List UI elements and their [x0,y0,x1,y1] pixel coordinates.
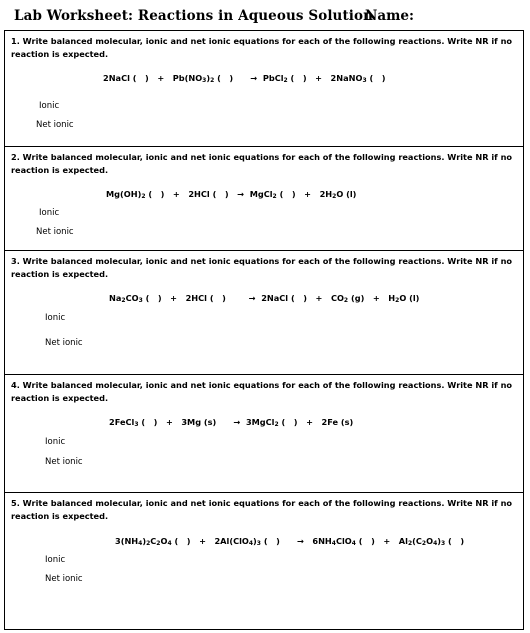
question-3 [5,251,523,375]
question-4 [5,375,523,493]
question-number: 3. [11,256,20,266]
question-3-equation: $Na_2CO_3$ ( ) + 2HCl ( ) → 2NaCl ( ) + $CO_2$ $(g) + H_2O$ (l) [109,293,420,304]
question-1-equation: 2NaCl ( ) + $Pb(NO_3)_2$ ( ) → PbCl$_2$ ( ) + 2NaNO$_3$ ( ) [103,73,386,84]
question-5 [5,493,523,629]
question-4-equation: 2FeCl$_3$ ( ) + 3Mg (s) → 3MgCl$_2$ ( ) + 2Fe (s) [109,417,354,428]
question-number: 1. [11,36,20,46]
question-3-prompt [11,255,519,280]
question-1 [5,31,523,147]
net-ionic-label: Net ionic [45,574,83,584]
net-ionic-label: Net ionic [45,457,83,467]
ionic-label: Ionic [45,437,66,447]
net-ionic-label: Net ionic [36,227,74,237]
question-prompt: Write balanced molecular, ionic and net ionic equations for each of the following reactions. Write NR if no reaction is expected. [11,498,513,521]
ionic-label: Ionic [45,555,66,565]
net-ionic-label: Net ionic [45,338,83,348]
ionic-label: Ionic [39,101,60,111]
question-number: 2. [11,152,20,162]
question-1-prompt [11,35,519,60]
question-4-prompt [11,379,519,404]
question-prompt: Write balanced molecular, ionic and net ionic equations for each of the following reactions. Write NR if no reaction is expected. [11,152,513,175]
question-number: 5. [11,498,20,508]
name-label: Name: [365,8,414,24]
worksheet-title: Lab Worksheet: Reactions in Aqueous Solution [14,8,374,24]
question-5-prompt [11,497,519,522]
net-ionic-label: Net ionic [36,120,74,130]
question-prompt: Write balanced molecular, ionic and net ionic equations for each of the following reactions. Write NR if no reaction is expected. [11,36,513,59]
ionic-label: Ionic [45,313,66,323]
question-prompt: Write balanced molecular, ionic and net ionic equations for each of the following reactions. Write NR if no reaction is expected. [11,380,513,403]
worksheet-body [4,30,524,630]
question-prompt: Write balanced molecular, ionic and net ionic equations for each of the following reactions. Write NR if no reaction is expected. [11,256,513,279]
question-2 [5,147,523,251]
question-number: 4. [11,380,20,390]
question-5-equation: $3(NH_4)_2C_2O_4$ ( ) + $2Al(ClO_4)_3$ ( ) → $6NH_4ClO_4$ ( ) + $Al_2(C_2O_4)_3$ ( ) [115,536,465,547]
question-2-prompt [11,151,519,176]
worksheet-header [8,4,518,28]
ionic-label: Ionic [39,208,60,218]
question-2-equation: $Mg(OH)_2$ ( ) + 2HCl ( ) → MgCl$_2$ ( ) + $2H_2O$ (l) [106,189,357,200]
